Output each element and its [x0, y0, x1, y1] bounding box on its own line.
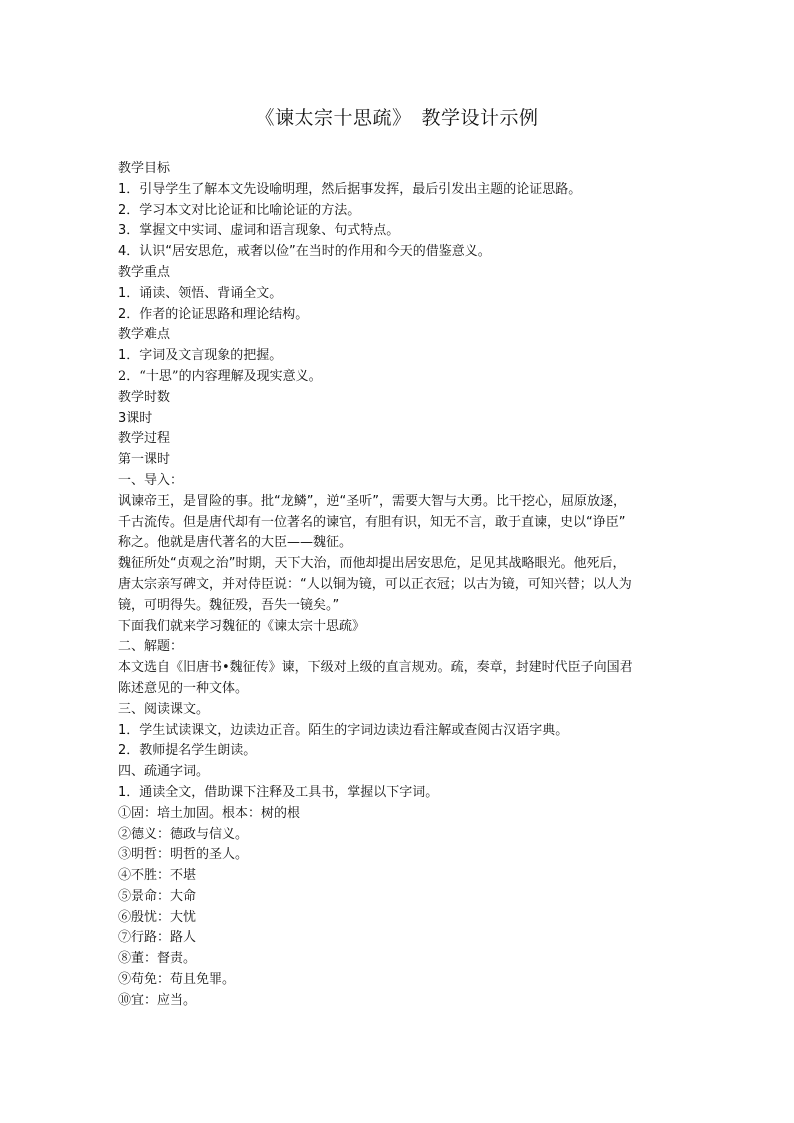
title-explanation-line: 陈述意见的一种文体。 [118, 680, 249, 696]
vocabulary-entry: ①固：培土加固。根本：树的根 [118, 805, 301, 821]
goal-item-1: 1．引导学生了解本文先设喻明理，然后据事发挥，最后引发出主题的论证思路。 [118, 181, 582, 197]
document-body [118, 159, 680, 1012]
goal-item-2: 2．学习本文对比论证和比喻论证的方法。 [118, 202, 361, 218]
goal-item-4: 4．认识“居安思危，戒奢以俭”在当时的作用和今天的借鉴意义。 [118, 244, 491, 260]
vocabulary-entry: ②德义：德政与信义。 [118, 826, 249, 842]
vocabulary-entry: ③明哲：明哲的圣人。 [118, 847, 249, 863]
heading-teaching-goals: 教学目标 [118, 161, 171, 176]
document-title: 《谏太宗十思疏》 教学设计示例 [255, 107, 539, 129]
section-reading-heading: 三、阅读课文。 [118, 701, 210, 717]
reading-item-1: 1．学生试读课文，边读边正音。陌生的字词边读边看注解或查阅古汉语字典。 [118, 722, 569, 738]
introduction-paragraph-line: 千古流传。但是唐代却有一位著名的谏官，有胆有识，知无不言，敢于直谏，史以“诤臣” [118, 514, 626, 530]
vocabulary-entry: ⑦行路：路人 [118, 930, 197, 946]
vocabulary-entry: ⑥殷忧：大忧 [118, 909, 197, 925]
goal-item-3: 3．掌握文中实词、虚词和语言现象、句式特点。 [118, 223, 400, 239]
focus-item-2: 2．作者的论证思路和理论结构。 [118, 306, 309, 322]
weizheng-paragraph-line: 唐太宗亲写碑文，并对侍臣说：“人以铜为镜，可以正衣冠；以古为镜，可知兴替；以人为 [118, 576, 632, 592]
weizheng-paragraph-line: 镜，可明得失。魏征殁，吾失一镜矣。” [118, 597, 340, 613]
introduction-paragraph-line: 称之。他就是唐代著名的大臣——魏征。 [118, 535, 353, 551]
vocabulary-entry: ④不胜：不堪 [118, 868, 197, 884]
vocabulary-instruction: 1．通读全文，借助课下注释及工具书，掌握以下字词。 [118, 784, 439, 800]
heading-teaching-hours: 教学时数 [118, 389, 171, 405]
vocabulary-entry: ⑧董：督责。 [118, 951, 197, 967]
difficulty-item-2: 2．“十思”的内容理解及现实意义。 [118, 368, 322, 384]
vocabulary-entry: ⑨苟免：苟且免罪。 [118, 972, 236, 988]
section-vocabulary-heading: 四、疏通字词。 [118, 764, 210, 780]
title-explanation-line: 本文选自《旧唐书•魏征传》谏，下级对上级的直言规劝。疏，奏章，封建时代臣子向国君 [118, 660, 633, 676]
vocabulary-entry: ⑩宜：应当。 [118, 992, 197, 1008]
section-title-explanation-heading: 二、解题： [118, 639, 184, 655]
teaching-hours-value: 3课时 [118, 410, 153, 426]
heading-teaching-difficulty: 教学难点 [118, 327, 171, 343]
reading-item-2: 2．教师提名学生朗读。 [118, 743, 257, 759]
heading-teaching-process: 教学过程 [118, 431, 171, 447]
focus-item-1: 1．诵读、领悟、背诵全文。 [118, 285, 283, 301]
heading-first-lesson: 第一课时 [118, 452, 171, 468]
lead-in-line: 下面我们就来学习魏征的《谏太宗十思疏》 [118, 618, 366, 634]
section-introduction-heading: 一、导入： [118, 472, 184, 488]
heading-teaching-focus: 教学重点 [118, 264, 171, 280]
weizheng-paragraph-line: 魏征所处“贞观之治”时期，天下大治，而他却提出居安思危，足见其战略眼光。他死后， [118, 556, 626, 572]
introduction-paragraph-line: 讽谏帝王，是冒险的事。批“龙鳞”，逆“圣听”，需要大智与大勇。比干挖心，屈原放逐， [118, 493, 626, 509]
difficulty-item-1: 1．字词及文言现象的把握。 [118, 348, 283, 364]
vocabulary-entry: ⑤景命：大命 [118, 888, 197, 904]
